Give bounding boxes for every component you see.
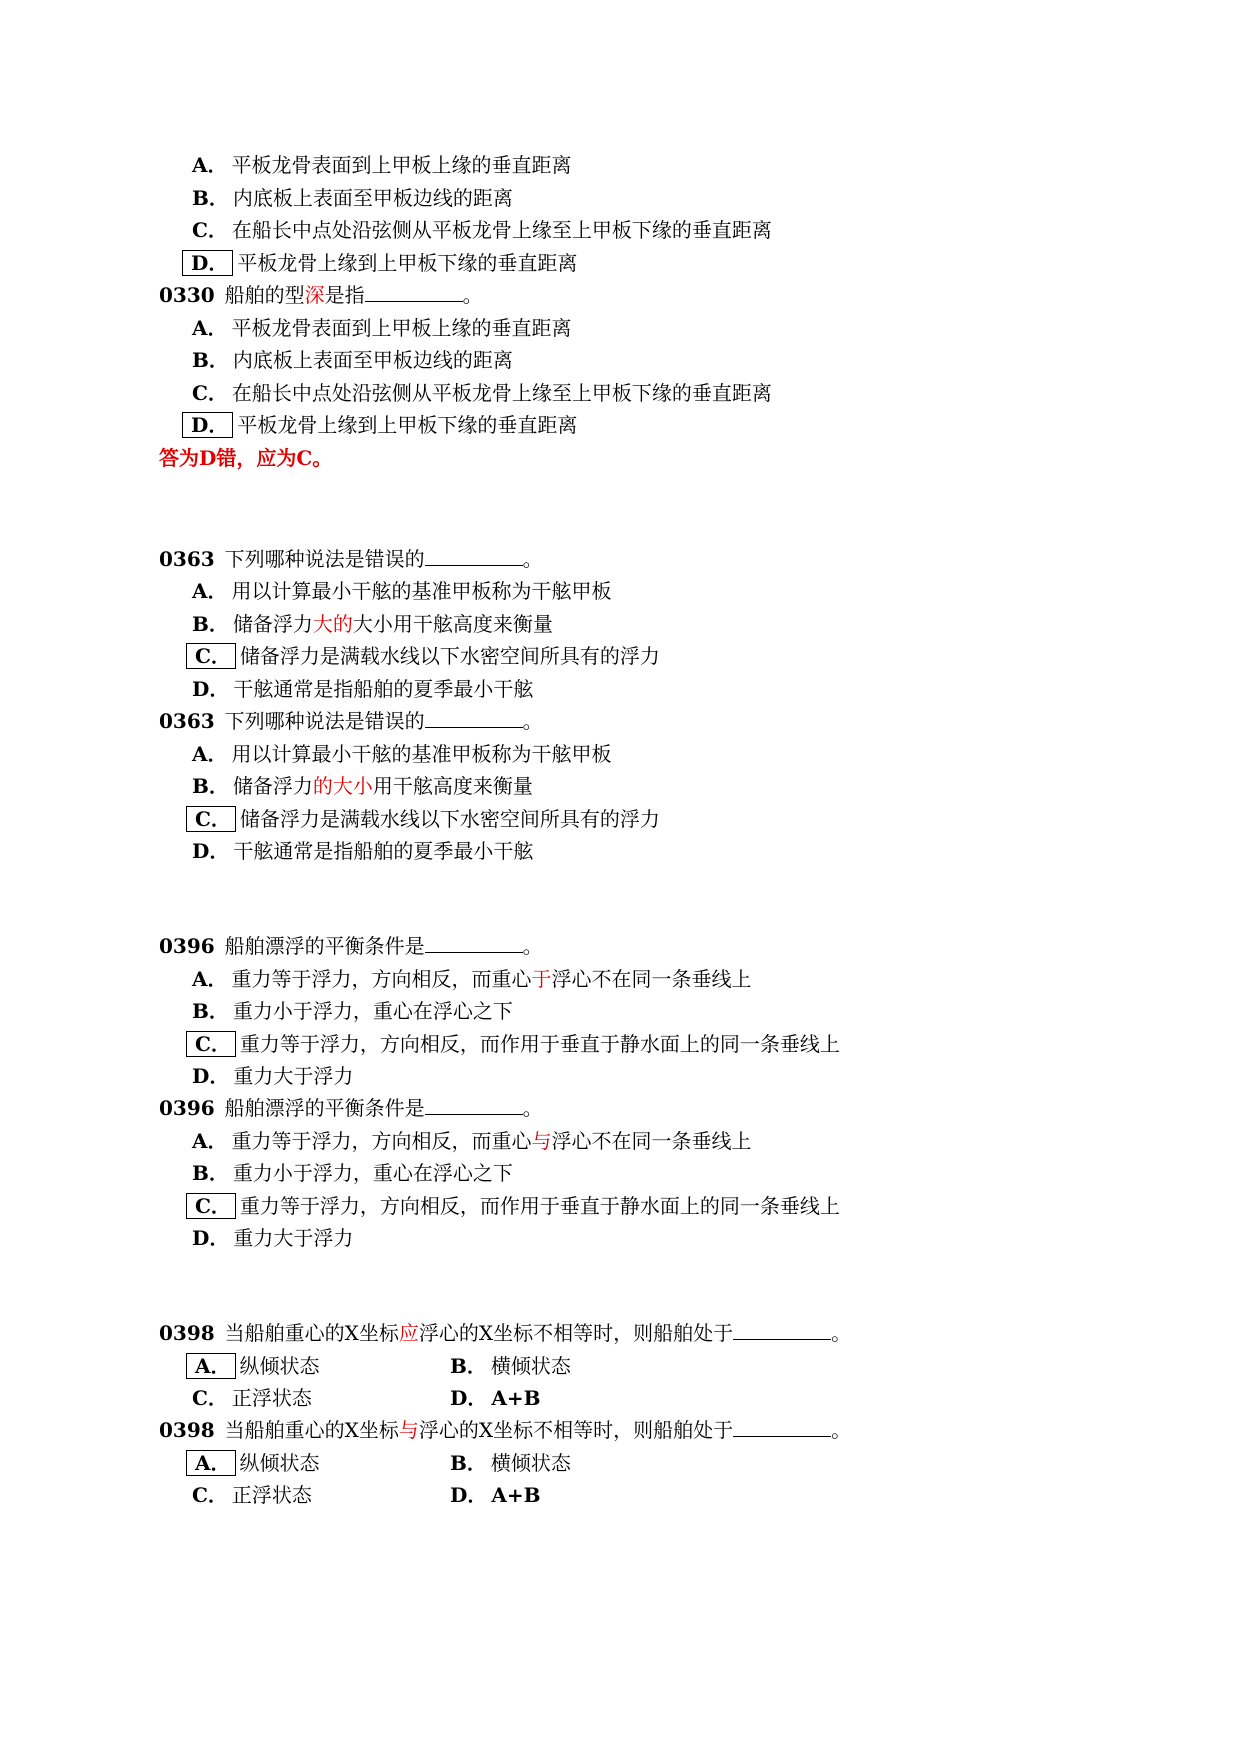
stem-text: 当船舶重心的X坐标 [224, 1418, 399, 1442]
option-text: 浮心不在同一条垂线上 [551, 1129, 752, 1153]
option-c [192, 1385, 312, 1411]
option-label: C． [192, 381, 228, 405]
question-stem [159, 708, 543, 734]
option-text: 重力小于浮力，重心在浮心之下 [232, 1161, 513, 1185]
answer-blank [425, 709, 523, 728]
option-label: A． [192, 742, 228, 766]
option-label: D． [450, 1483, 488, 1507]
stem-end: 。 [522, 1096, 543, 1120]
answer-blank [425, 1096, 523, 1115]
option-d [182, 250, 577, 276]
answer-box-label: C． [186, 643, 236, 669]
option-b [192, 347, 513, 373]
option-text: 储备浮力 [232, 612, 313, 636]
option-text: 内底板上表面至甲板边线的距离 [232, 186, 513, 210]
stem-end: 。 [831, 1321, 852, 1345]
option-text: 正浮状态 [231, 1483, 312, 1507]
option-label: C． [192, 1386, 228, 1410]
answer-box-label: A． [186, 1353, 236, 1379]
option-d [192, 676, 533, 702]
option-b [192, 1160, 513, 1186]
option-text: 干舷通常是指船舶的夏季最小干舷 [233, 677, 534, 701]
option-b [192, 185, 513, 211]
option-label: D． [192, 1064, 230, 1088]
option-c [186, 1193, 840, 1219]
option-text: 纵倾状态 [239, 1451, 320, 1475]
option-text: 浮心不在同一条垂线上 [551, 967, 752, 991]
option-text: 重力等于浮力，方向相反，而重心 [231, 967, 532, 991]
option-highlight: 于 [531, 967, 552, 991]
answer-box-label: C． [186, 1031, 236, 1057]
stem-end: 。 [522, 934, 543, 958]
stem-text: 当船舶重心的X坐标 [224, 1321, 399, 1345]
option-d [192, 1063, 353, 1089]
option-text: 用以计算最小干舷的基准甲板称为干舷甲板 [231, 579, 612, 603]
option-text: A+B [491, 1483, 541, 1507]
option-a [186, 1450, 320, 1476]
question-number: 0363 [159, 547, 215, 571]
option-label: B． [192, 1161, 229, 1185]
stem-end: 。 [831, 1418, 852, 1442]
question-stem [159, 1417, 851, 1443]
option-text: 横倾状态 [490, 1354, 571, 1378]
question-stem [159, 282, 483, 308]
answer-blank [365, 283, 463, 302]
option-label: B． [192, 348, 229, 372]
stem-text: 浮心的X坐标不相等时，则船舶处于 [418, 1418, 734, 1442]
option-text: 在船长中点处沿弦侧从平板龙骨上缘至上甲板下缘的垂直距离 [231, 381, 772, 405]
option-c [186, 806, 660, 832]
stem-text: 船舶的型 [224, 283, 305, 307]
option-text: 纵倾状态 [239, 1354, 320, 1378]
option-b [192, 998, 513, 1024]
question-stem [159, 933, 543, 959]
option-label: C． [192, 1483, 228, 1507]
option-text: 干舷通常是指船舶的夏季最小干舷 [233, 839, 534, 863]
option-text: 用以计算最小干舷的基准甲板称为干舷甲板 [231, 742, 612, 766]
option-c [192, 217, 772, 243]
option-b [450, 1450, 571, 1476]
option-c [186, 1031, 840, 1057]
question-number: 0398 [159, 1418, 215, 1442]
stem-text: 浮心的X坐标不相等时，则船舶处于 [418, 1321, 734, 1345]
option-label: B． [192, 999, 229, 1023]
option-label: B． [192, 186, 229, 210]
question-number: 0398 [159, 1321, 215, 1345]
option-d [450, 1482, 541, 1508]
option-text: 储备浮力 [232, 774, 313, 798]
option-text: 重力小于浮力，重心在浮心之下 [232, 999, 513, 1023]
answer-box-label: C． [186, 806, 236, 832]
stem-highlight: 与 [398, 1418, 419, 1442]
answer-box-label: C． [186, 1193, 236, 1219]
answer-box-label: D． [182, 412, 233, 438]
answer-box-label: D． [182, 250, 233, 276]
answer-blank [425, 547, 523, 566]
answer-blank [733, 1418, 831, 1437]
option-a [192, 966, 752, 992]
option-c [192, 1482, 312, 1508]
option-text: 重力等于浮力，方向相反，而作用于垂直于静水面上的同一条垂线上 [239, 1194, 840, 1218]
answer-blank [733, 1321, 831, 1340]
option-a [192, 152, 572, 178]
option-label: D． [192, 677, 230, 701]
stem-text: 船舶漂浮的平衡条件是 [224, 934, 425, 958]
option-a [192, 741, 612, 767]
option-text: 在船长中点处沿弦侧从平板龙骨上缘至上甲板下缘的垂直距离 [231, 218, 772, 242]
stem-text: 下列哪种说法是错误的 [224, 709, 425, 733]
option-label: B． [450, 1451, 487, 1475]
option-label: A． [192, 153, 228, 177]
stem-highlight: 应 [398, 1321, 419, 1345]
option-text: 储备浮力是满载水线以下水密空间所具有的浮力 [239, 644, 660, 668]
option-label: A． [192, 967, 228, 991]
option-label: B． [450, 1354, 487, 1378]
option-highlight: 的大小 [312, 774, 373, 798]
option-d [192, 838, 533, 864]
answer-blank [425, 934, 523, 953]
question-number: 0396 [159, 934, 215, 958]
option-text: 横倾状态 [490, 1451, 571, 1475]
option-highlight: 与 [531, 1129, 552, 1153]
option-text: 内底板上表面至甲板边线的距离 [232, 348, 513, 372]
option-c [192, 380, 772, 406]
option-a [186, 1353, 320, 1379]
option-text: A+B [491, 1386, 541, 1410]
question-stem [159, 1320, 851, 1346]
correction-note: 答为D错，应为C。 [159, 446, 333, 470]
option-label: A． [192, 316, 228, 340]
stem-text: 是指 [324, 283, 365, 307]
question-number: 0330 [159, 283, 215, 307]
option-text: 平板龙骨表面到上甲板上缘的垂直距离 [231, 153, 572, 177]
option-c [186, 643, 660, 669]
option-d [450, 1385, 541, 1411]
option-text: 重力大于浮力 [233, 1226, 354, 1250]
stem-text: 船舶漂浮的平衡条件是 [224, 1096, 425, 1120]
option-a [192, 578, 612, 604]
option-label: B． [192, 612, 229, 636]
option-d [192, 1225, 353, 1251]
option-label: B． [192, 774, 229, 798]
option-label: D． [192, 839, 230, 863]
option-text: 储备浮力是满载水线以下水密空间所具有的浮力 [239, 807, 660, 831]
option-text: 平板龙骨上缘到上甲板下缘的垂直距离 [237, 413, 578, 437]
stem-end: 。 [462, 283, 483, 307]
option-b [192, 611, 553, 637]
answer-box-label: A． [186, 1450, 236, 1476]
option-a [192, 1128, 752, 1154]
option-label: A． [192, 579, 228, 603]
stem-end: 。 [522, 547, 543, 571]
stem-text: 下列哪种说法是错误的 [224, 547, 425, 571]
option-text: 平板龙骨上缘到上甲板下缘的垂直距离 [237, 251, 578, 275]
option-d [182, 412, 577, 438]
question-number: 0396 [159, 1096, 215, 1120]
option-label: C． [192, 218, 228, 242]
option-highlight: 大的 [312, 612, 353, 636]
question-stem [159, 546, 543, 572]
option-text: 大小用干舷高度来衡量 [352, 612, 553, 636]
option-text: 重力等于浮力，方向相反，而作用于垂直于静水面上的同一条垂线上 [239, 1032, 840, 1056]
option-a [192, 315, 572, 341]
option-label: D． [192, 1226, 230, 1250]
stem-highlight: 深 [304, 283, 325, 307]
option-text: 用干舷高度来衡量 [372, 774, 533, 798]
question-stem [159, 1095, 543, 1121]
option-b [450, 1353, 571, 1379]
question-number: 0363 [159, 709, 215, 733]
option-text: 重力等于浮力，方向相反，而重心 [231, 1129, 532, 1153]
stem-end: 。 [522, 709, 543, 733]
option-text: 平板龙骨表面到上甲板上缘的垂直距离 [231, 316, 572, 340]
option-b [192, 773, 533, 799]
option-label: A． [192, 1129, 228, 1153]
option-label: D． [450, 1386, 488, 1410]
option-text: 重力大于浮力 [233, 1064, 354, 1088]
option-text: 正浮状态 [231, 1386, 312, 1410]
